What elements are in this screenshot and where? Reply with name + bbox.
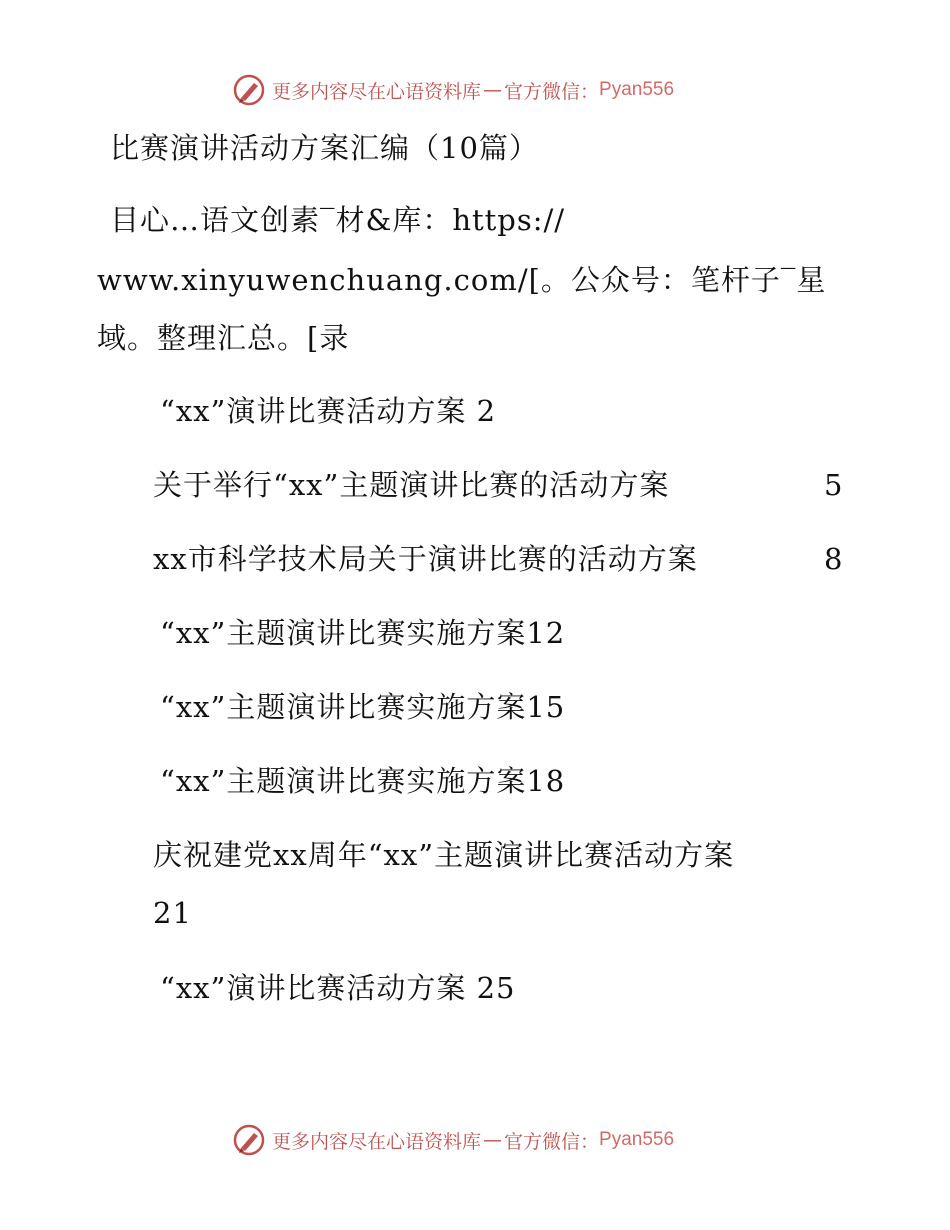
footer-watermark-banner [232,1122,674,1158]
toc-page-number: 8 [824,542,843,576]
toc-page-number: 5 [824,468,843,502]
toc-item[interactable]: 庆祝建党xx周年“xx”主题演讲比赛活动方案 [153,838,735,872]
banner-label: 官方微信： [504,1130,600,1153]
toc-item[interactable]: xx市科学技术局关于演讲比赛的活动方案 [153,542,698,576]
toc-item[interactable]: 关于举行“xx”主题演讲比赛的活动方案 [153,468,670,502]
pen-logo-icon [232,73,266,107]
toc-item[interactable]: “xx”演讲比赛活动方案 2 [160,394,497,428]
toc-item[interactable]: “xx”主题演讲比赛实施方案12 [160,616,566,650]
toc-item[interactable]: “xx”演讲比赛活动方案 25 [160,971,516,1005]
toc-item[interactable]: “xx”主题演讲比赛实施方案18 [160,764,566,798]
banner-wechat-id: Pyan556 [599,79,675,100]
banner-brand-text: 更多内容尽在心语资料库 [272,80,482,103]
header-watermark-banner [232,72,674,108]
intro-line-1: 目心…语文创素‾材&库：https:// [110,203,566,237]
banner-dash: — [483,1129,503,1151]
banner-brand-text: 更多内容尽在心语资料库 [272,1130,482,1153]
document-title: 比赛演讲活动方案汇编（10篇） [110,131,539,165]
intro-line-3: 域。整理汇总。[录 [97,321,350,355]
banner-wechat-id: Pyan556 [599,1129,675,1150]
banner-dash: — [483,79,503,101]
intro-line-2: www.xinyuwenchuang.com/[。公众号：笔杆子‾星 [97,263,827,297]
banner-label: 官方微信： [504,80,600,103]
pen-logo-icon [232,1123,266,1157]
toc-item[interactable]: “xx”主题演讲比赛实施方案15 [160,690,566,724]
toc-item[interactable]: 21 [153,896,192,930]
